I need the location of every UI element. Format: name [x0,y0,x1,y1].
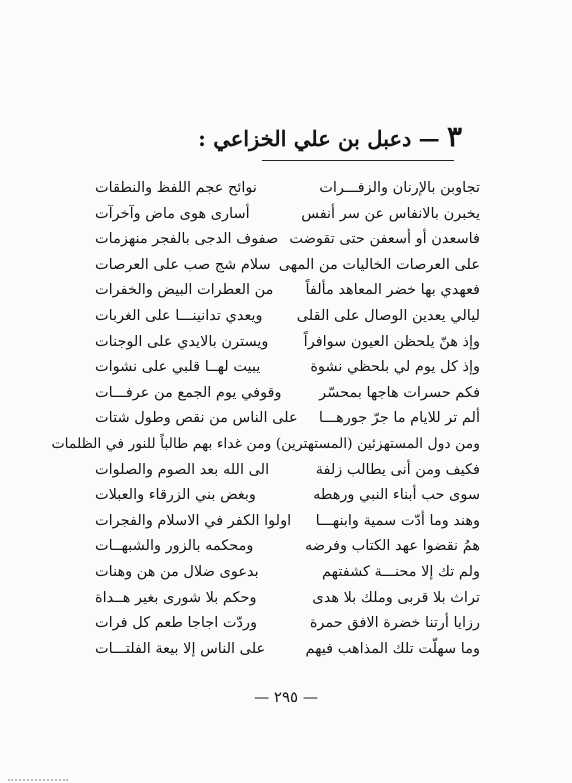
verse-line [0,536,572,562]
verse-second-hemistich: أسارى هوى ماض وآخرآت [95,205,250,222]
verse-second-hemistich: صفوف الدجى بالفجر منهزمات [95,231,279,248]
verse-second-hemistich: ويعدي تدانينـــا على الغربات [95,307,263,324]
verse-line [0,588,572,614]
verse-first-hemistich: رزايا أرتنا خضرة الافق حمرة [309,615,480,632]
verse-line [0,460,572,486]
verse-first-hemistich: يخبرن بالانفاس عن سر أنفس [301,205,480,222]
verse-second-hemistich: من العطرات البيض والخفرات [95,282,274,299]
verse-first-hemistich: وإذ كل يوم لي بلحظي نشوة [310,359,480,376]
verse-first-hemistich: تجاوبن بالإرنان والزفـــرات [319,180,480,196]
verse-full-line: ومن دول المستهزئين (المستهترين) ومن غداء بهم طالباً للنور في الظلمات [51,435,480,452]
poem-body [0,178,572,664]
verse-line [0,229,572,255]
verse-second-hemistich: وردّت اجاجا طعم كل فرات [95,615,258,632]
verse-second-hemistich: سلام شج صب على العرصات [95,256,271,273]
verse-second-hemistich: الى الله بعد الصوم والصلوات [95,461,270,478]
verse-line [0,332,572,358]
verse-line [0,280,572,306]
poem-heading [198,120,462,153]
verse-line [0,306,572,332]
verse-first-hemistich: على العرصات الخاليات من المهى [278,256,480,273]
poem-number: ٣ [446,120,462,153]
verse-first-hemistich: ليالي يعدين الوصال على القلى [296,307,480,324]
verse-line [0,255,572,281]
verse-line [0,357,572,383]
verse-line [0,639,572,665]
verse-first-hemistich: تراث بلا قربى وملك بلا هدى [312,589,480,606]
verse-second-hemistich: نوائح عجم اللفظ والنطقات [95,180,257,196]
verse-line [0,562,572,588]
verse-first-hemistich: وهند وما أدّت سمية وابنهـــا [315,512,480,529]
verse-line [0,485,572,511]
bottom-edge-mark [8,779,68,781]
verse-line [0,383,572,409]
heading-underline [262,160,454,161]
verse-first-hemistich: فاسعدن أو أسعفن حتى تقوضت [289,231,480,248]
verse-second-hemistich: ومحكمه بالزور والشبهــات [95,538,254,555]
verse-second-hemistich: بدعوى ضلال من هن وهنات [95,563,259,580]
verse-line [0,178,572,204]
verse-second-hemistich: يبيت لهــا قلبي على نشوات [95,359,261,376]
verse-second-hemistich: وقوفي يوم الجمع من عرفـــات [95,384,282,401]
verse-first-hemistich: ولم تك إلا محنـــة كشفتهم [322,563,480,580]
verse-second-hemistich: اولوا الكفر في الاسلام والفجرات [95,512,292,529]
verse-line [0,204,572,230]
verse-first-hemistich: ألم تر للايام ما جرّ جورهـــا [318,410,480,427]
verse-line-full [0,434,572,460]
page-number: — ٢٩٥ — [254,688,318,706]
verse-line [0,613,572,639]
verse-second-hemistich: على الناس إلا بيعة الفلتـــات [95,640,266,657]
verse-first-hemistich: وإذ هنّ يلحظن العيون سوافراً [303,333,480,350]
verse-line [0,408,572,434]
verse-first-hemistich: سوى حب أبناء النبي ورهطه [313,487,480,504]
poet-name: — دعبل بن علي الخزاعي : [198,126,440,151]
verse-second-hemistich: وحكم بلا شورى بغير هــداة [95,589,257,606]
verse-first-hemistich: فكم حسرات هاجها بمحسّر [319,384,480,401]
verse-second-hemistich: وبغض بني الزرقاء والعبلات [95,487,256,504]
verse-first-hemistich: فعهدي بها خضر المعاهد مألفاً [305,282,480,299]
verse-first-hemistich: وما سهلّت تلك المذاهب فيهم [305,640,480,657]
verse-line [0,511,572,537]
verse-first-hemistich: فكيف ومن أنى يطالب زلفة [315,461,480,478]
verse-second-hemistich: على الناس من نقص وطول شتات [95,410,298,427]
verse-second-hemistich: ويسترن بالايدي على الوجنات [95,333,269,350]
verse-first-hemistich: همُ نقضوا عهد الكتاب وفرضه [304,538,480,555]
